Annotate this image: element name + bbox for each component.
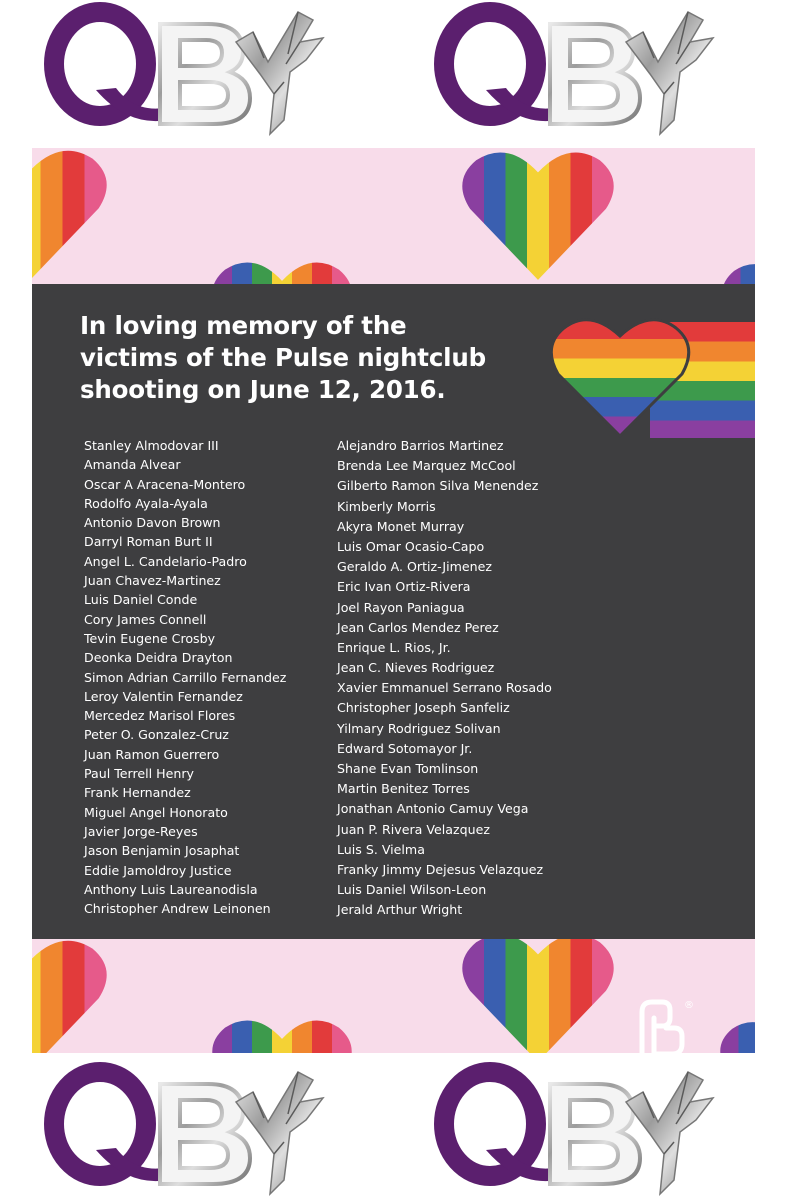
qby-logo	[38, 1062, 328, 1197]
victim-name: Luis S. Vielma	[337, 841, 425, 857]
qby-logo-graphic	[428, 1062, 718, 1197]
victim-name: Juan Ramon Guerrero	[84, 746, 220, 762]
victim-name: Paul Terrell Henry	[84, 766, 194, 782]
registered-mark: ®	[684, 1000, 694, 1011]
headline-line: victims of the Pulse nightclub	[80, 343, 486, 372]
rainbow-heart-icon	[32, 148, 107, 283]
victim-name: Jerald Arthur Wright	[337, 902, 463, 918]
victim-name: Rodolfo Ayala-Ayala	[84, 495, 208, 511]
victim-name: Luis Daniel Conde	[84, 592, 198, 608]
memorial-panel	[32, 284, 755, 1011]
victim-name: Kimberly Morris	[337, 498, 436, 514]
rainbow-heart-icon	[32, 938, 107, 1053]
rainbow-heart-icon	[720, 1020, 755, 1053]
victim-name: Oscar A Aracena-Montero	[84, 476, 246, 492]
memorial-poster	[32, 148, 755, 1053]
qby-logo	[428, 1062, 718, 1197]
victim-name: Geraldo A. Ortiz-Jimenez	[337, 559, 492, 575]
victim-name: Darryl Roman Burt II	[84, 534, 213, 550]
qby-logo-graphic	[428, 2, 718, 137]
victim-name: Frank Hernandez	[84, 785, 191, 801]
headline-line: shooting on June 12, 2016.	[80, 375, 446, 404]
victim-name: Jean C. Nieves Rodriguez	[337, 660, 495, 676]
victim-name: Peter O. Gonzalez-Cruz	[84, 727, 229, 743]
victim-name: Cory James Connell	[84, 611, 207, 627]
victim-name: Deonka Deidra Drayton	[84, 650, 233, 666]
victim-name: Christopher Andrew Leinonen	[84, 901, 271, 917]
victim-name: Juan P. Rivera Velazquez	[337, 821, 490, 837]
qby-logo-graphic	[38, 2, 328, 137]
victim-name: Gilberto Ramon Silva Menendez	[337, 478, 539, 494]
victim-name: Simon Adrian Carrillo Fernandez	[84, 669, 287, 685]
rainbow-heart-icon	[212, 1018, 352, 1053]
victim-name: Leroy Valentin Fernandez	[84, 688, 243, 704]
victim-name: Martin Benitez Torres	[337, 781, 470, 797]
victim-name: Christopher Joseph Sanfeliz	[337, 700, 510, 716]
victim-name: Jason Benjamin Josaphat	[84, 843, 240, 859]
victim-names-left	[84, 436, 286, 918]
victim-name: Antonio Davon Brown	[84, 515, 221, 531]
victim-name: Alejandro Barrios Martinez	[337, 438, 504, 453]
victim-name: Akyra Monet Murray	[337, 518, 465, 534]
victim-name: Luis Omar Ocasio-Capo	[337, 538, 485, 554]
victim-name: Anthony Luis Laureanodisla	[84, 881, 258, 897]
victim-name: Edward Sotomayor Jr.	[337, 740, 473, 756]
victim-name: Stanley Almodovar III	[84, 438, 219, 453]
victim-name: Xavier Emmanuel Serrano Rosado	[337, 680, 552, 696]
rainbow-heart-icon	[462, 932, 614, 1053]
rainbow-heart-icon	[462, 150, 614, 282]
victim-name: Eric Ivan Ortiz-Rivera	[337, 579, 471, 595]
victim-name: Tevin Eugene Crosby	[84, 630, 216, 646]
victim-name: Eddie Jamoldroy Justice	[84, 862, 232, 878]
victim-names-right	[337, 436, 552, 921]
victim-name: Angel L. Candelario-Padro	[84, 553, 247, 569]
victim-name: Juan Chavez-Martinez	[84, 573, 221, 589]
headline	[80, 310, 550, 406]
qby-logo-graphic	[38, 1062, 328, 1197]
victim-name: Miguel Angel Honorato	[84, 804, 228, 820]
headline-line: In loving memory of the	[80, 311, 407, 340]
victim-name: Javier Jorge-Reyes	[84, 823, 198, 839]
victim-name: Brenda Lee Marquez McCool	[337, 458, 516, 474]
victim-name: Joel Rayon Paniagua	[337, 599, 465, 615]
flag-heart-icon	[550, 314, 755, 444]
victim-name: Yilmary Rodriguez Solivan	[337, 720, 501, 736]
qby-logo	[428, 2, 718, 137]
victim-name: Jonathan Antonio Camuy Vega	[337, 801, 529, 817]
victim-name: Luis Daniel Wilson-Leon	[337, 882, 487, 898]
victim-name: Mercedez Marisol Flores	[84, 708, 236, 724]
victim-name: Shane Evan Tomlinson	[337, 761, 479, 776]
victim-name: Amanda Alvear	[84, 457, 181, 473]
victim-name: Jean Carlos Mendez Perez	[337, 619, 499, 635]
victim-name: Enrique L. Rios, Jr.	[337, 639, 451, 655]
qby-logo	[38, 2, 328, 137]
victim-name: Franky Jimmy Dejesus Velazquez	[337, 861, 544, 877]
planned-parenthood-logo-icon	[636, 996, 696, 1053]
